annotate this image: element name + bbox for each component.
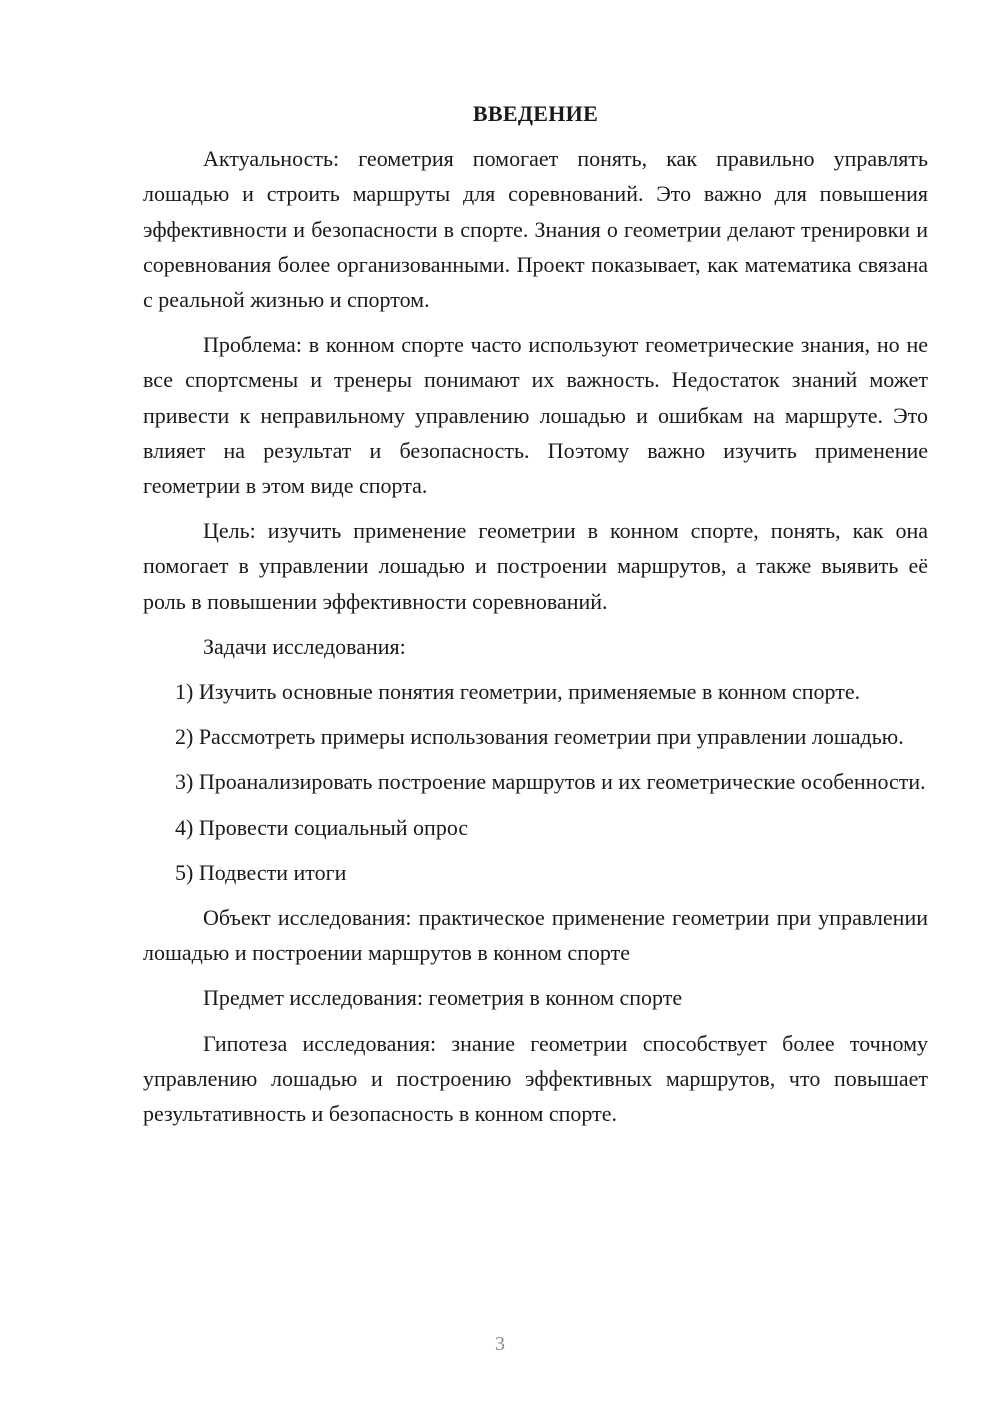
task-item-3: 3) Проанализировать построение маршрутов и их геометрические особенности. (175, 769, 926, 795)
hypothesis-paragraph: Гипотеза исследования: знание геометрии способствует более точному управлению лошадью и построению эффективных маршрутов, что повышает результативность и безопасность в конном спорте. (143, 1030, 928, 1127)
task-item-2: 2) Рассмотреть примеры использования геометрии при управлении лошадью. (175, 724, 904, 750)
document-page (143, 96, 928, 1141)
task-item-5: 5) Подвести итоги (175, 859, 347, 885)
section-title: ВВЕДЕНИЕ (472, 101, 599, 126)
subject-paragraph: Предмет исследования: геометрия в конном спорте (203, 985, 683, 1011)
page-number: 3 (495, 1333, 505, 1355)
object-paragraph: Объект исследования: практическое применение геометрии при управлении лошадью и построении маршрутов в конном спорте (143, 905, 928, 966)
task-item-4: 4) Провести социальный опрос (175, 814, 469, 840)
task-item-1: 1) Изучить основные понятия геометрии, применяемые в конном спорте. (175, 679, 861, 705)
relevance-paragraph: Актуальность: геометрия помогает понять, как правильно управлять лошадью и строить маршруты для соревнований. Это важно для повышения эффективности и безопасности в спорте. Знания о геометрии делают тренировки и соревнования более организованными. Проект показывает, как математика связана с реальной жизнью и спортом. (143, 146, 928, 313)
goal-paragraph: Цель: изучить применение геометрии в конном спорте, понять, как она помогает в управлении лошадью и построении маршрутов, а также выявить её роль в повышении эффективности соревнований. (143, 518, 928, 614)
problem-paragraph: Проблема: в конном спорте часто используют геометрические знания, но не все спортсмены и тренеры понимают их важность. Недостаток знаний может привести к неправильному управлению лошадью и ошибкам на маршруте. Это влияет на результат и безопасность. Поэтому важно изучить применение геометрии в этом виде спорта. (143, 332, 928, 499)
tasks-heading: Задачи исследования: (203, 633, 406, 659)
